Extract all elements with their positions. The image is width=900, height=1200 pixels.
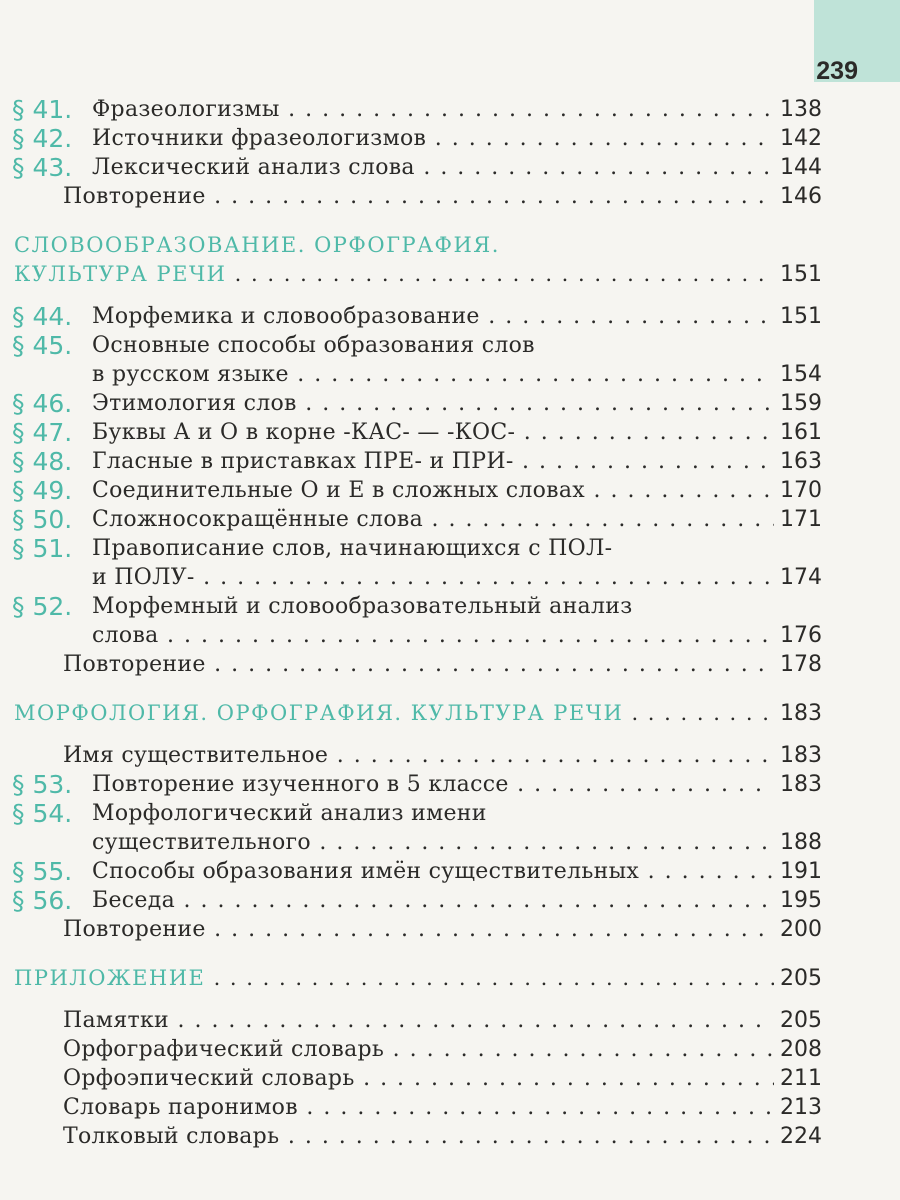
entry-title: Орфоэпический словарь . . . xyxy=(63,1064,820,1093)
toc-entry-explanatory-dictionary[interactable] xyxy=(0,1122,900,1151)
toc-entry-55[interactable] xyxy=(0,857,900,886)
section-heading: МОРФОЛОГИЯ. ОРФОГРАФИЯ. КУЛЬТУРА РЕЧИ . . . xyxy=(14,699,820,728)
toc-entry-56[interactable] xyxy=(0,886,900,915)
table-of-contents xyxy=(0,95,900,1151)
entry-page: 161 xyxy=(774,418,822,447)
section-number: § 48. xyxy=(12,447,73,476)
toc-entry-43[interactable] xyxy=(0,153,900,182)
entry-title: Соединительные О и Е в сложных словах . . . xyxy=(92,476,820,505)
entry-page: 171 xyxy=(774,505,822,534)
section-number: § 44. xyxy=(12,302,73,331)
section-number: § 47. xyxy=(12,418,73,447)
entry-page: 151 xyxy=(774,302,822,331)
section-heading-appendix[interactable] xyxy=(0,964,900,993)
toc-entry-reminders[interactable] xyxy=(0,1006,900,1035)
toc-entry-53[interactable] xyxy=(0,770,900,799)
entry-title: Орфографический словарь . . . xyxy=(63,1035,820,1064)
entry-title: Памятки . . . xyxy=(63,1006,820,1035)
entry-page: 183 xyxy=(774,741,822,770)
section-heading-word-formation-line2[interactable] xyxy=(0,260,900,289)
entry-title: Повторение . . . xyxy=(63,915,820,944)
toc-entry-52[interactable] xyxy=(0,592,900,621)
toc-entry-41[interactable] xyxy=(0,95,900,124)
entry-title: Лексический анализ слова . . . xyxy=(92,153,820,182)
section-number: § 53. xyxy=(12,770,73,799)
entry-title: Буквы А и О в корне -КАС- — -КОС- . . . xyxy=(92,418,820,447)
toc-subheading-noun[interactable] xyxy=(0,741,900,770)
section-heading-line2: КУЛЬТУРА РЕЧИ . . . xyxy=(14,260,820,289)
toc-entry-54-cont[interactable] xyxy=(0,828,900,857)
entry-page: 142 xyxy=(774,124,822,153)
entry-page: 174 xyxy=(774,563,822,592)
entry-page: 191 xyxy=(774,857,822,886)
section-heading-morphology[interactable] xyxy=(0,699,900,728)
section-heading-word-formation[interactable] xyxy=(0,231,900,260)
toc-entry-44[interactable] xyxy=(0,302,900,331)
entry-title-line1: Морфологический анализ имени xyxy=(92,801,487,826)
entry-page: 195 xyxy=(774,886,822,915)
toc-entry-51-cont[interactable] xyxy=(0,563,900,592)
toc-entry-49[interactable] xyxy=(0,476,900,505)
entry-page: 211 xyxy=(774,1064,822,1093)
entry-title-line2: существительного . . . xyxy=(92,828,820,857)
section-number: § 45. xyxy=(12,331,73,360)
toc-entry-46[interactable] xyxy=(0,389,900,418)
entry-title: Повторение . . . xyxy=(63,182,820,211)
entry-title-line2: в русском языке . . . xyxy=(92,360,820,389)
section-number: § 41. xyxy=(12,95,73,124)
entry-title: Повторение . . . xyxy=(63,650,820,679)
toc-entry-repetition[interactable] xyxy=(0,915,900,944)
toc-entry-48[interactable] xyxy=(0,447,900,476)
toc-entry-54[interactable] xyxy=(0,799,900,828)
entry-title: Источники фразеологизмов . . . xyxy=(92,124,820,153)
entry-page: 205 xyxy=(774,1006,822,1035)
entry-title-line2: слова . . . xyxy=(92,621,820,650)
entry-title-line1: Основные способы образования слов xyxy=(92,333,535,358)
section-number: § 46. xyxy=(12,389,73,418)
entry-title: Имя существительное . . . xyxy=(63,741,820,770)
section-heading-line1: СЛОВООБРАЗОВАНИЕ. ОРФОГРАФИЯ. xyxy=(14,233,500,257)
entry-page: 144 xyxy=(774,153,822,182)
section-number: § 51. xyxy=(12,534,73,563)
toc-entry-45-cont[interactable] xyxy=(0,360,900,389)
entry-page: 163 xyxy=(774,447,822,476)
entry-page: 170 xyxy=(774,476,822,505)
entry-page: 151 xyxy=(774,260,822,289)
section-number: § 55. xyxy=(12,857,73,886)
section-number: § 54. xyxy=(12,799,73,828)
entry-title: Сложносокращённые слова . . . xyxy=(92,505,820,534)
toc-entry-51[interactable] xyxy=(0,534,900,563)
entry-page: 146 xyxy=(774,182,822,211)
section-number: § 43. xyxy=(12,153,73,182)
toc-entry-42[interactable] xyxy=(0,124,900,153)
entry-page: 154 xyxy=(774,360,822,389)
toc-entry-50[interactable] xyxy=(0,505,900,534)
entry-title: Морфемика и словообразование . . . xyxy=(92,302,820,331)
section-number: § 50. xyxy=(12,505,73,534)
entry-title: Способы образования имён существительных . . . xyxy=(92,857,820,886)
entry-title: Этимология слов . . . xyxy=(92,389,820,418)
entry-page: 159 xyxy=(774,389,822,418)
toc-entry-orthoepic-dictionary[interactable] xyxy=(0,1064,900,1093)
entry-page: 138 xyxy=(774,95,822,124)
entry-page: 183 xyxy=(774,770,822,799)
section-number: § 56. xyxy=(12,886,73,915)
page-number: 239 xyxy=(816,57,858,85)
entry-page: 224 xyxy=(774,1122,822,1151)
section-number: § 42. xyxy=(12,124,73,153)
section-number: § 49. xyxy=(12,476,73,505)
entry-title-line2: и ПОЛУ- . . . xyxy=(92,563,820,592)
entry-title-line1: Морфемный и словообразовательный анализ xyxy=(92,594,633,619)
entry-title: Беседа . . . xyxy=(92,886,820,915)
entry-title: Толковый словарь . . . xyxy=(63,1122,820,1151)
toc-entry-repetition[interactable] xyxy=(0,182,900,211)
entry-title-line1: Правописание слов, начинающихся с ПОЛ- xyxy=(92,536,613,561)
toc-entry-repetition[interactable] xyxy=(0,650,900,679)
entry-page: 176 xyxy=(774,621,822,650)
entry-title: Фразеологизмы . . . xyxy=(92,95,820,124)
toc-entry-paronyms-dictionary[interactable] xyxy=(0,1093,900,1122)
entry-page: 183 xyxy=(774,699,822,728)
toc-entry-52-cont[interactable] xyxy=(0,621,900,650)
section-number: § 52. xyxy=(12,592,73,621)
entry-title: Повторение изученного в 5 классе . . . xyxy=(92,770,820,799)
entry-title: Словарь паронимов . . . xyxy=(63,1093,820,1122)
entry-page: 178 xyxy=(774,650,822,679)
toc-entry-spelling-dictionary[interactable] xyxy=(0,1035,900,1064)
toc-entry-45[interactable] xyxy=(0,331,900,360)
entry-page: 205 xyxy=(774,964,822,993)
entry-page: 208 xyxy=(774,1035,822,1064)
section-heading: ПРИЛОЖЕНИЕ . . . xyxy=(14,964,820,993)
toc-entry-47[interactable] xyxy=(0,418,900,447)
entry-title: Гласные в приставках ПРЕ- и ПРИ- . . . xyxy=(92,447,820,476)
entry-page: 213 xyxy=(774,1093,822,1122)
entry-page: 188 xyxy=(774,828,822,857)
entry-page: 200 xyxy=(774,915,822,944)
